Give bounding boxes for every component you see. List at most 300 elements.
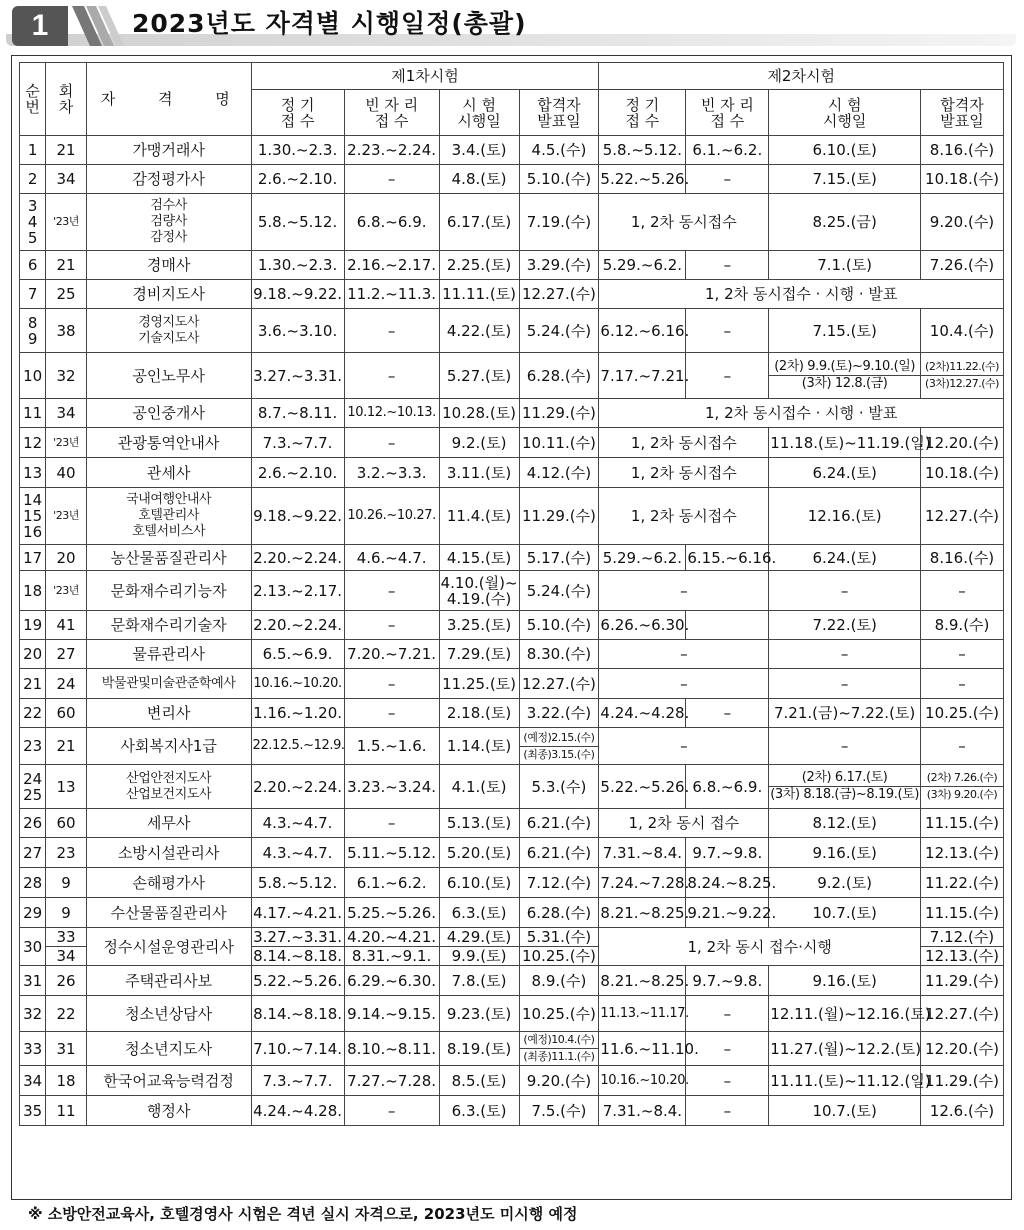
name-cell: 정수시설운영관리사 <box>86 928 251 966</box>
merged-second-reg-cell: 1, 2차 동시접수 <box>599 488 769 545</box>
round-cell: 18 <box>46 1066 86 1096</box>
seq-cell: 24 25 <box>20 765 46 809</box>
vac1-cell: 7.27.~7.28. <box>344 1066 439 1096</box>
pass1-cell: 6.21.(수) <box>519 838 599 868</box>
reg1-cell: 4.3.~4.7. <box>251 838 344 868</box>
page-header <box>6 4 1016 48</box>
table-row <box>20 996 1004 1032</box>
round-cell: 31 <box>46 1032 86 1066</box>
pass2-cell: 12.13.(수) <box>920 838 1003 868</box>
header-slash-decoration <box>72 6 128 46</box>
vac1-cell: – <box>344 165 439 194</box>
seq-cell: 8 9 <box>20 309 46 353</box>
name-cell: 경매사 <box>86 251 251 280</box>
table-row <box>20 194 1004 251</box>
name-cell: 손해평가사 <box>86 868 251 898</box>
reg1-cell: 3.6.~3.10. <box>251 309 344 353</box>
name-cell: 수산물품질관리사 <box>86 898 251 928</box>
reg1-cell: 2.13.~2.17. <box>251 571 344 611</box>
table-row <box>20 640 1004 669</box>
seq-cell: 31 <box>20 966 46 996</box>
reg2-cell: 10.16.~10.20. <box>599 1066 686 1096</box>
exam1-cell: 4.10.(월)~ 4.19.(수) <box>439 571 519 611</box>
reg1-cell: 5.8.~5.12. <box>251 194 344 251</box>
table-row <box>20 399 1004 428</box>
vac2-cell: – <box>686 1096 769 1126</box>
vac1-cell: 6.8.~6.9. <box>344 194 439 251</box>
pass2-cell: 12.27.(수) <box>920 996 1003 1032</box>
round-cell: 9 <box>46 898 86 928</box>
round-cell: 38 <box>46 309 86 353</box>
reg1-cell: 4.17.~4.21. <box>251 898 344 928</box>
name-cell: 세무사 <box>86 809 251 838</box>
exam1-cell: 9.23.(토) <box>439 996 519 1032</box>
pass2-cell: – <box>920 669 1003 699</box>
footnote: ※ 소방안전교육사, 호텔경영사 시험은 격년 실시 자격으로, 2023년도 미시행 예정 <box>28 1205 578 1223</box>
pass2-cell: 8.16.(수) <box>920 545 1003 571</box>
exam1-cell: 5.20.(토) <box>439 838 519 868</box>
seq-cell: 21 <box>20 669 46 699</box>
schedule-table <box>19 62 1004 1126</box>
pass2-cell: (2차) 7.26.(수) (3차) 9.20.(수) <box>920 765 1003 809</box>
reg1-cell: 5.8.~5.12. <box>251 868 344 898</box>
exam1-cell: 3.4.(토) <box>439 136 519 165</box>
pass1-cell: 10.25.(수) <box>519 996 599 1032</box>
exam2-cell: 7.15.(토) <box>769 165 921 194</box>
name-cell: 변리사 <box>86 699 251 728</box>
pass1-cell: 6.28.(수) <box>519 898 599 928</box>
header-reg-1: 정 기 접 수 <box>251 90 344 136</box>
reg1-cell: 6.5.~6.9. <box>251 640 344 669</box>
reg2-cell: 6.26.~6.30. <box>599 611 686 640</box>
pass1-cell: 4.12.(수) <box>519 458 599 488</box>
vac2-cell <box>686 611 769 640</box>
pass2-cell: 10.4.(수) <box>920 309 1003 353</box>
reg2-cell: 5.8.~5.12. <box>599 136 686 165</box>
exam1-cell: 2.25.(토) <box>439 251 519 280</box>
exam1-cell: 9.2.(토) <box>439 428 519 458</box>
header-seq: 순 번 <box>20 63 46 136</box>
pass2-cell: 12.20.(수) <box>920 428 1003 458</box>
round-cell: 9 <box>46 868 86 898</box>
vac2-cell: 9.7.~9.8. <box>686 966 769 996</box>
pass1-cell: 3.22.(수) <box>519 699 599 728</box>
vac1-cell: 3.2.~3.3. <box>344 458 439 488</box>
pass1-cell: (예정)10.4.(수) (최종)11.1.(수) <box>519 1032 599 1066</box>
exam2-cell: 9.2.(토) <box>769 868 921 898</box>
pass2-cell: 7.26.(수) <box>920 251 1003 280</box>
round-cell: 26 <box>46 966 86 996</box>
reg1-cell: 3.27.~3.31. <box>251 928 344 947</box>
reg1-cell: 4.24.~4.28. <box>251 1096 344 1126</box>
seq-cell: 12 <box>20 428 46 458</box>
seq-cell: 1 <box>20 136 46 165</box>
header-round: 회 차 <box>46 63 86 136</box>
reg2-cell: 8.21.~8.25. <box>599 966 686 996</box>
vac1-cell: 2.16.~2.17. <box>344 251 439 280</box>
vac1-cell: – <box>344 699 439 728</box>
vac1-cell: 4.6.~4.7. <box>344 545 439 571</box>
name-cell: 공인중개사 <box>86 399 251 428</box>
schedule-body <box>20 136 1004 1126</box>
round-cell: 32 <box>46 353 86 399</box>
reg1-cell: 2.20.~2.24. <box>251 545 344 571</box>
vac1-cell: 7.20.~7.21. <box>344 640 439 669</box>
seq-cell: 28 <box>20 868 46 898</box>
reg1-cell: 9.18.~9.22. <box>251 488 344 545</box>
pass1-cell: 10.11.(수) <box>519 428 599 458</box>
exam1-cell: 4.22.(토) <box>439 309 519 353</box>
reg2-cell: 5.29.~6.2. <box>599 251 686 280</box>
page-title: 2023년도 자격별 시행일정(총괄) <box>132 9 527 38</box>
pass2-cell: 12.20.(수) <box>920 1032 1003 1066</box>
exam1-cell: 4.8.(토) <box>439 165 519 194</box>
pass1-cell: 5.31.(수) <box>519 928 599 947</box>
exam1-cell: 2.18.(토) <box>439 699 519 728</box>
seq-cell: 14 15 16 <box>20 488 46 545</box>
vac1-cell: 8.10.~8.11. <box>344 1032 439 1066</box>
exam2-cell: 6.24.(토) <box>769 458 921 488</box>
round-cell: '23년 <box>46 428 86 458</box>
name-cell: 관광통역안내사 <box>86 428 251 458</box>
reg2-cell: 6.12.~6.16. <box>599 309 686 353</box>
exam1-cell: 6.3.(토) <box>439 1096 519 1126</box>
reg2-cell: 7.17.~7.21. <box>599 353 686 399</box>
exam1-cell: 5.27.(토) <box>439 353 519 399</box>
vac1-cell: – <box>344 809 439 838</box>
exam2-cell: 10.7.(토) <box>769 1096 921 1126</box>
name-cell: 행정사 <box>86 1096 251 1126</box>
table-row <box>20 966 1004 996</box>
section-number-badge: 1 <box>12 6 68 46</box>
table-row <box>20 1032 1004 1066</box>
round-cell: 20 <box>46 545 86 571</box>
seq-cell: 32 <box>20 996 46 1032</box>
pass1-cell: 5.10.(수) <box>519 611 599 640</box>
name-cell: 공인노무사 <box>86 353 251 399</box>
vac1-cell: 9.14.~9.15. <box>344 996 439 1032</box>
reg2-cell: 11.6.~11.10. <box>599 1032 686 1066</box>
seq-cell: 3 4 5 <box>20 194 46 251</box>
merged-second-reg-cell: 1, 2차 동시접수 <box>599 428 769 458</box>
reg1-cell: 22.12.5.~12.9. <box>251 728 344 765</box>
name-cell: 국내여행안내사 호텔관리사 호텔서비스사 <box>86 488 251 545</box>
table-row <box>20 545 1004 571</box>
vac1-cell: – <box>344 611 439 640</box>
pass1-cell: 3.29.(수) <box>519 251 599 280</box>
pass1-cell: 8.9.(수) <box>519 966 599 996</box>
pass2-cell: 8.9.(수) <box>920 611 1003 640</box>
exam1-cell: 6.17.(토) <box>439 194 519 251</box>
table-row <box>20 898 1004 928</box>
vac2-cell: – <box>686 165 769 194</box>
round-cell: 60 <box>46 699 86 728</box>
reg1-cell: 1.16.~1.20. <box>251 699 344 728</box>
name-cell: 농산물품질관리사 <box>86 545 251 571</box>
seq-cell: 27 <box>20 838 46 868</box>
vac1-cell: 5.25.~5.26. <box>344 898 439 928</box>
seq-cell: 17 <box>20 545 46 571</box>
exam2-cell: 8.25.(금) <box>769 194 921 251</box>
pass1-cell: 5.10.(수) <box>519 165 599 194</box>
vac2-cell: – <box>686 1066 769 1096</box>
pass1-cell: 8.30.(수) <box>519 640 599 669</box>
pass1-cell: 4.5.(수) <box>519 136 599 165</box>
merged-second-reg-cell: – <box>599 728 769 765</box>
reg1-cell: 2.6.~2.10. <box>251 165 344 194</box>
exam1-cell: 11.25.(토) <box>439 669 519 699</box>
vac1-cell: 11.2.~11.3. <box>344 280 439 309</box>
merged-all-cell: 1, 2차 동시접수 · 시행 · 발표 <box>599 399 1004 428</box>
name-cell: 경영지도사 기술지도사 <box>86 309 251 353</box>
name-cell: 소방시설관리사 <box>86 838 251 868</box>
pass1-cell: 5.24.(수) <box>519 571 599 611</box>
name-cell: 검수사 검량사 감정사 <box>86 194 251 251</box>
round-cell: '23년 <box>46 194 86 251</box>
seq-cell: 19 <box>20 611 46 640</box>
table-row <box>20 136 1004 165</box>
exam2-cell: 7.21.(금)~7.22.(토) <box>769 699 921 728</box>
vac2-cell: 6.1.~6.2. <box>686 136 769 165</box>
exam1-cell: 3.25.(토) <box>439 611 519 640</box>
seq-cell: 11 <box>20 399 46 428</box>
vac2-cell: – <box>686 353 769 399</box>
table-row <box>20 571 1004 611</box>
vac2-cell: 8.24.~8.25. <box>686 868 769 898</box>
vac1-cell: – <box>344 1096 439 1126</box>
reg1-cell: 4.3.~4.7. <box>251 809 344 838</box>
round-cell: 25 <box>46 280 86 309</box>
seq-cell: 20 <box>20 640 46 669</box>
table-row <box>20 353 1004 399</box>
pass1-cell: 10.25.(수) <box>519 947 599 966</box>
table-row <box>20 309 1004 353</box>
header-name: 자 격 명 <box>86 63 251 136</box>
round-cell: 24 <box>46 669 86 699</box>
pass2-cell: 10.18.(수) <box>920 458 1003 488</box>
reg1-cell: 7.3.~7.7. <box>251 1066 344 1096</box>
exam2-cell: 8.12.(토) <box>769 809 921 838</box>
name-cell: 물류관리사 <box>86 640 251 669</box>
name-cell: 청소년상담사 <box>86 996 251 1032</box>
round-cell: '23년 <box>46 488 86 545</box>
exam2-cell: 9.16.(토) <box>769 966 921 996</box>
name-cell: 감정평가사 <box>86 165 251 194</box>
name-cell: 가맹거래사 <box>86 136 251 165</box>
reg1-cell: 5.22.~5.26. <box>251 966 344 996</box>
table-row <box>20 868 1004 898</box>
pass1-cell: 7.5.(수) <box>519 1096 599 1126</box>
exam2-cell: – <box>769 640 921 669</box>
reg1-cell: 8.7.~8.11. <box>251 399 344 428</box>
merged-second-reg-cell: 1, 2차 동시접수 <box>599 458 769 488</box>
pass2-cell: 10.18.(수) <box>920 165 1003 194</box>
vac2-cell: – <box>686 1032 769 1066</box>
reg2-cell: 11.13.~11.17. <box>599 996 686 1032</box>
exam1-cell: 7.8.(토) <box>439 966 519 996</box>
pass2-cell: 8.16.(수) <box>920 136 1003 165</box>
round-cell: 23 <box>46 838 86 868</box>
round-cell: 41 <box>46 611 86 640</box>
reg2-cell: 4.24.~4.28. <box>599 699 686 728</box>
header-exam-1: 시 험 시행일 <box>439 90 519 136</box>
round-cell: 11 <box>46 1096 86 1126</box>
vac1-cell: 10.26.~10.27. <box>344 488 439 545</box>
reg1-cell: 9.18.~9.22. <box>251 280 344 309</box>
exam2-cell: (2차) 6.17.(토) (3차) 8.18.(금)~8.19.(토) <box>769 765 921 809</box>
table-row <box>20 928 1004 947</box>
vac1-cell: – <box>344 669 439 699</box>
exam1-cell: 11.11.(토) <box>439 280 519 309</box>
exam1-cell: 11.4.(토) <box>439 488 519 545</box>
seq-cell: 13 <box>20 458 46 488</box>
exam1-cell: 4.29.(토) <box>439 928 519 947</box>
table-row <box>20 699 1004 728</box>
name-cell: 문화재수리기술자 <box>86 611 251 640</box>
pass1-cell: 11.29.(수) <box>519 399 599 428</box>
reg2-cell: 5.22.~5.26. <box>599 165 686 194</box>
table-row <box>20 809 1004 838</box>
reg1-cell: 1.30.~2.3. <box>251 136 344 165</box>
table-row <box>20 165 1004 194</box>
seq-cell: 7 <box>20 280 46 309</box>
vac2-cell: 9.21.~9.22. <box>686 898 769 928</box>
vac2-cell: – <box>686 309 769 353</box>
name-cell: 사회복지사1급 <box>86 728 251 765</box>
exam2-cell: 7.1.(토) <box>769 251 921 280</box>
name-cell: 경비지도사 <box>86 280 251 309</box>
seq-cell: 18 <box>20 571 46 611</box>
round-cell: 21 <box>46 136 86 165</box>
pass2-cell: (2차)11.22.(수) (3차)12.27.(수) <box>920 353 1003 399</box>
pass2-cell: – <box>920 728 1003 765</box>
exam2-cell: – <box>769 728 921 765</box>
round-cell: 13 <box>46 765 86 809</box>
pass2-cell: 11.15.(수) <box>920 809 1003 838</box>
exam2-cell: 6.24.(토) <box>769 545 921 571</box>
table-row <box>20 728 1004 765</box>
round-cell: 22 <box>46 996 86 1032</box>
seq-cell: 35 <box>20 1096 46 1126</box>
exam1-cell: 8.19.(토) <box>439 1032 519 1066</box>
vac1-cell: 1.5.~1.6. <box>344 728 439 765</box>
pass2-cell: 11.29.(수) <box>920 966 1003 996</box>
vac2-cell: 6.15.~6.16. <box>686 545 769 571</box>
exam1-cell: 7.29.(토) <box>439 640 519 669</box>
pass1-cell: 12.27.(수) <box>519 280 599 309</box>
merged-second-cell: 1, 2차 동시 접수·시행 <box>599 928 921 966</box>
vac1-cell: 6.1.~6.2. <box>344 868 439 898</box>
pass2-cell: 9.20.(수) <box>920 194 1003 251</box>
name-cell: 한국어교육능력검정 <box>86 1066 251 1096</box>
merged-second-reg-cell: – <box>599 669 769 699</box>
round-cell: 40 <box>46 458 86 488</box>
name-cell: 문화재수리기능자 <box>86 571 251 611</box>
merged-second-reg-cell: – <box>599 640 769 669</box>
vac1-cell: 5.11.~5.12. <box>344 838 439 868</box>
header-reg-2: 정 기 접 수 <box>599 90 686 136</box>
reg2-cell: 7.24.~7.28. <box>599 868 686 898</box>
name-cell: 주택관리사보 <box>86 966 251 996</box>
name-cell: 산업안전지도사 산업보건지도사 <box>86 765 251 809</box>
vac2-cell: – <box>686 699 769 728</box>
table-row <box>20 488 1004 545</box>
exam2-cell: 12.11.(월)~12.16.(토) <box>769 996 921 1032</box>
exam2-cell: 11.18.(토)~11.19.(일) <box>769 428 921 458</box>
table-row <box>20 251 1004 280</box>
vac1-cell: – <box>344 571 439 611</box>
reg1-cell: 2.6.~2.10. <box>251 458 344 488</box>
name-cell: 청소년지도사 <box>86 1032 251 1066</box>
pass1-cell: (예정)2.15.(수) (최종)3.15.(수) <box>519 728 599 765</box>
exam1-cell: 10.28.(토) <box>439 399 519 428</box>
pass1-cell: 12.27.(수) <box>519 669 599 699</box>
pass2-cell: 10.25.(수) <box>920 699 1003 728</box>
vac1-cell: – <box>344 353 439 399</box>
round-cell: 34 <box>46 399 86 428</box>
vac2-cell: – <box>686 996 769 1032</box>
pass1-cell: 5.24.(수) <box>519 309 599 353</box>
reg1-cell: 8.14.~8.18. <box>251 947 344 966</box>
vac2-cell: 6.8.~6.9. <box>686 765 769 809</box>
round-cell: 21 <box>46 728 86 765</box>
pass1-cell: 5.3.(수) <box>519 765 599 809</box>
round-cell: 34 <box>46 947 86 966</box>
exam1-cell: 1.14.(토) <box>439 728 519 765</box>
exam1-cell: 4.1.(토) <box>439 765 519 809</box>
seq-cell: 26 <box>20 809 46 838</box>
seq-cell: 22 <box>20 699 46 728</box>
vac1-cell: 2.23.~2.24. <box>344 136 439 165</box>
seq-cell: 34 <box>20 1066 46 1096</box>
pass1-cell: 5.17.(수) <box>519 545 599 571</box>
header-pass-1: 합격자 발표일 <box>519 90 599 136</box>
seq-cell: 30 <box>20 928 46 966</box>
exam2-cell: 11.27.(월)~12.2.(토) <box>769 1032 921 1066</box>
exam1-cell: 8.5.(토) <box>439 1066 519 1096</box>
pass2-cell: 11.15.(수) <box>920 898 1003 928</box>
reg2-cell: 8.21.~8.25. <box>599 898 686 928</box>
exam2-cell: 7.22.(토) <box>769 611 921 640</box>
reg2-cell: 5.29.~6.2. <box>599 545 686 571</box>
pass2-cell: – <box>920 640 1003 669</box>
pass2-cell: – <box>920 571 1003 611</box>
header-first-exam: 제1차시험 <box>251 63 599 90</box>
vac2-cell: – <box>686 251 769 280</box>
pass1-cell: 6.21.(수) <box>519 809 599 838</box>
vac2-cell: 9.7.~9.8. <box>686 838 769 868</box>
merged-second-reg-cell: – <box>599 571 769 611</box>
table-row <box>20 428 1004 458</box>
seq-cell: 2 <box>20 165 46 194</box>
pass2-cell: 7.12.(수) <box>920 928 1003 947</box>
table-row <box>20 765 1004 809</box>
vac1-cell: – <box>344 428 439 458</box>
table-row <box>20 1066 1004 1096</box>
vac1-cell: 4.20.~4.21. <box>344 928 439 947</box>
vac1-cell: – <box>344 309 439 353</box>
table-row <box>20 458 1004 488</box>
table-row <box>20 611 1004 640</box>
reg1-cell: 2.20.~2.24. <box>251 765 344 809</box>
table-row <box>20 669 1004 699</box>
seq-cell: 29 <box>20 898 46 928</box>
header-vac-2: 빈 자 리 접 수 <box>686 90 769 136</box>
table-row <box>20 280 1004 309</box>
reg2-cell: 7.31.~8.4. <box>599 838 686 868</box>
exam2-cell: 9.16.(토) <box>769 838 921 868</box>
round-cell: 33 <box>46 928 86 947</box>
